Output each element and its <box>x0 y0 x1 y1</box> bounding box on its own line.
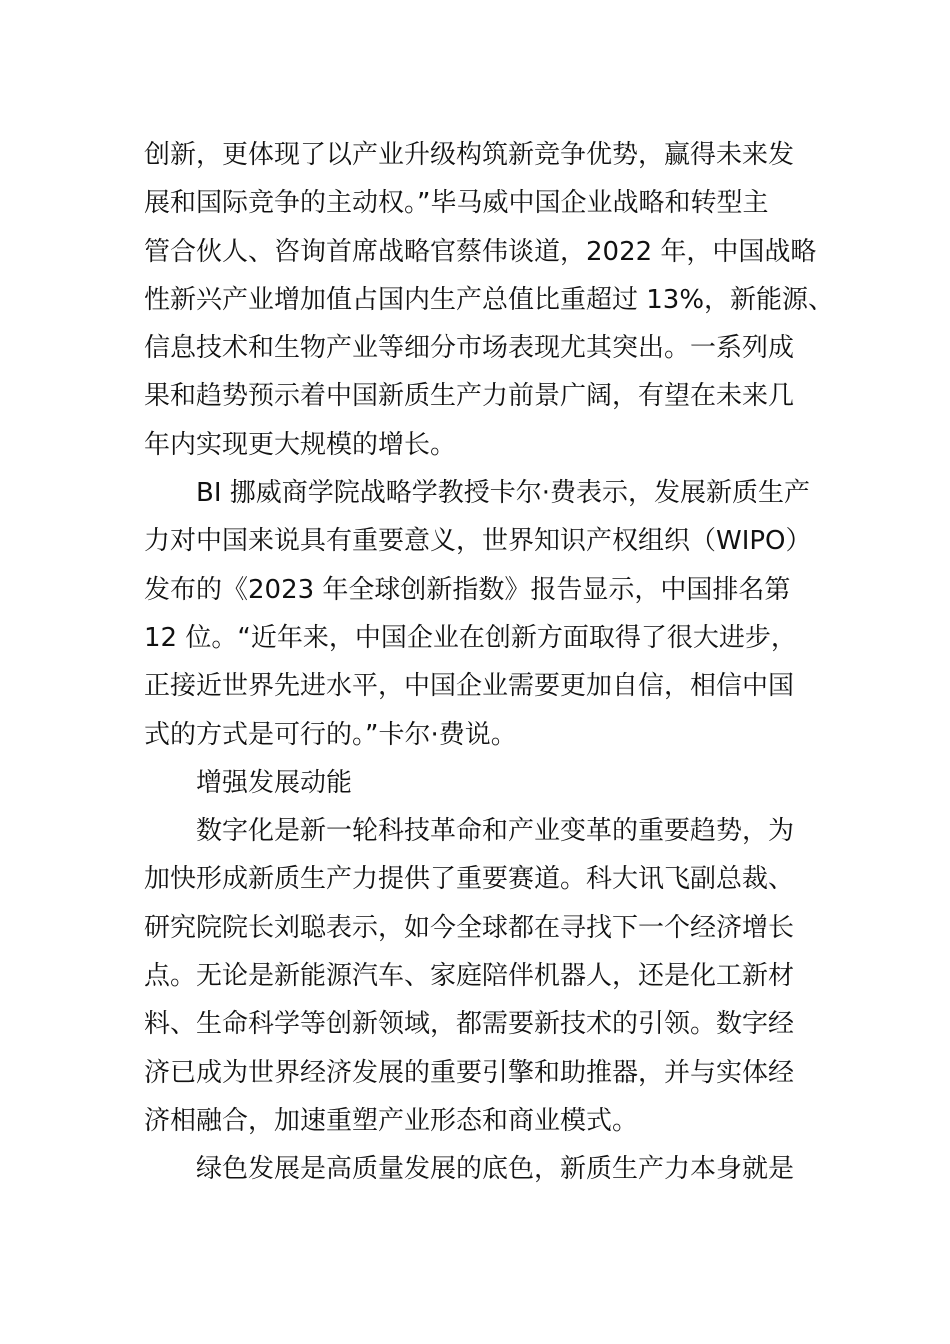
text-line: 绿色发展是高质量发展的底色，新质生产力本身就是 <box>196 1154 795 1185</box>
section-heading <box>144 759 844 807</box>
text-line: 发布的《2023 年全球创新指数》报告显示，中国排名第 <box>144 574 791 605</box>
text-line: 研究院院长刘聪表示，如今全球都在寻找下一个经济增长 <box>144 912 795 943</box>
text-line: 料、生命科学等创新领域，都需要新技术的引领。数字经 <box>144 1009 795 1040</box>
text-line: 12 位。“近年来，中国企业在创新方面取得了很大进步， <box>144 622 797 653</box>
text-line: 数字化是新一轮科技革命和产业变革的重要趋势，为 <box>196 816 795 847</box>
text-line: 果和趋势预示着中国新质生产力前景广阔，有望在未来几 <box>144 381 795 412</box>
paragraph <box>144 1145 844 1193</box>
text-line: 信息技术和生物产业等细分市场表现尤其突出。一系列成 <box>144 333 795 364</box>
text-line: 济相融合，加速重塑产业形态和商业模式。 <box>144 1105 639 1136</box>
text-line: 展和国际竞争的主动权。”毕马威中国企业战略和转型主 <box>144 188 769 219</box>
text-line: 管合伙人、咨询首席战略官蔡伟谈道，2022 年，中国战略 <box>144 236 817 267</box>
text-line: 年内实现更大规模的增长。 <box>144 429 457 460</box>
text-line: 创新，更体现了以产业升级构筑新竞争优势，赢得未来发 <box>144 140 795 170</box>
article-body <box>144 131 844 1194</box>
text-line: 力对中国来说具有重要意义，世界知识产权组织（WIPO） <box>144 526 812 557</box>
section-heading-text: 增强发展动能 <box>196 767 353 798</box>
text-line: 式的方式是可行的。”卡尔·费说。 <box>144 719 517 750</box>
paragraph <box>144 131 844 469</box>
text-line: 性新兴产业增加值占国内生产总值比重超过 13%，新能源、 <box>144 284 835 315</box>
text-line: 加快形成新质生产力提供了重要赛道。科大讯飞副总裁、 <box>144 864 795 895</box>
text-line: 正接近世界先进水平，中国企业需要更加自信，相信中国 <box>144 671 795 702</box>
paragraph <box>144 807 844 1145</box>
text-line: BI 挪威商学院战略学教授卡尔·费表示，发展新质生产 <box>196 478 811 509</box>
text-line: 点。无论是新能源汽车、家庭陪伴机器人，还是化工新材 <box>144 961 795 992</box>
text-line: 济已成为世界经济发展的重要引擎和助推器，并与实体经 <box>144 1057 795 1088</box>
paragraph <box>144 469 844 759</box>
